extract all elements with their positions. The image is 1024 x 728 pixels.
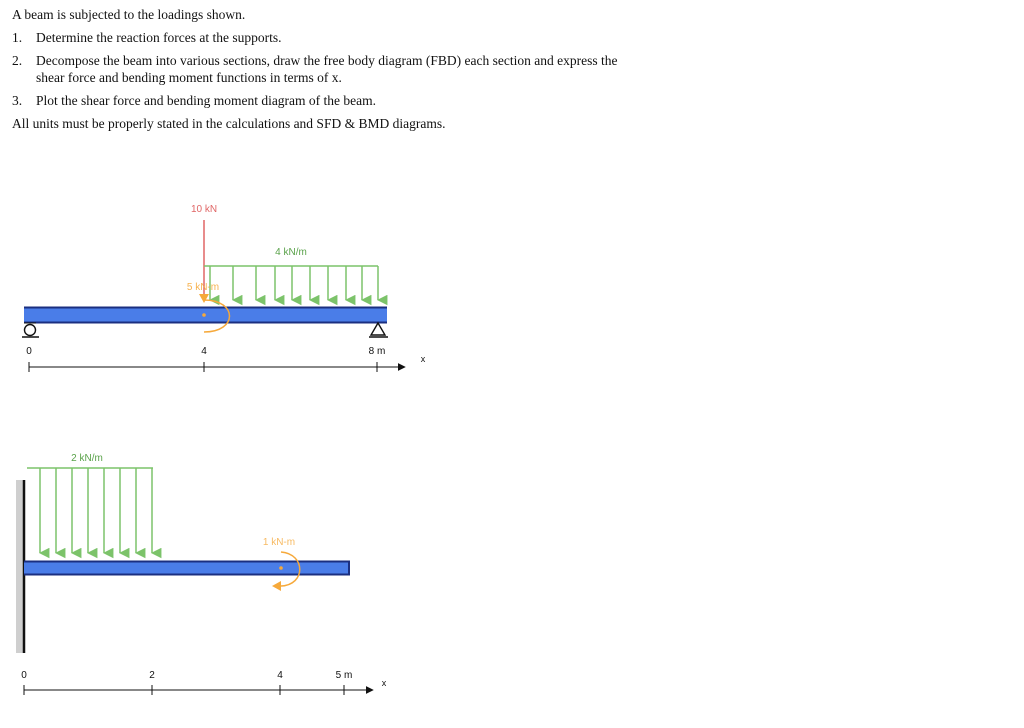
x-tick-label: 4: [277, 670, 283, 681]
moment-point: [279, 566, 283, 570]
problem-intro: A beam is subjected to the loadings shown.: [12, 7, 246, 22]
roller-support-icon: [22, 323, 39, 337]
x-tick-label: 8 m: [368, 346, 386, 357]
beam-diagram-1: [22, 204, 426, 372]
axis-1: [26, 346, 426, 372]
task-text: Determine the reaction forces at the supports.: [36, 30, 282, 45]
x-tick-label: 4: [201, 346, 207, 357]
x-tick-label: 0: [26, 346, 32, 357]
x-axis-label: x: [381, 678, 387, 688]
moment-arrowhead: [272, 581, 281, 591]
task-text: Decompose the beam into various sections, draw the free body diagram (FBD) each section and express the shear force and bending moment functions in terms of x.: [36, 53, 618, 85]
task-text: Plot the shear force and bending moment diagram of the beam.: [36, 93, 377, 108]
moment-arrowhead: [199, 294, 209, 303]
pin-support-icon: [369, 323, 388, 337]
units-note: All units must be properly stated in the calculations and SFD & BMD diagrams.: [12, 116, 446, 131]
x-tick-label: 5 m: [335, 670, 353, 681]
task-number: 1.: [12, 30, 23, 45]
beam-diagram-2: [16, 453, 387, 695]
moment-label: 1 kN-m: [262, 537, 296, 548]
distributed-load-label: 4 kN/m: [275, 247, 307, 258]
task-number: 3.: [12, 93, 23, 108]
axis-2: [21, 670, 387, 695]
point-load-label: 10 kN: [190, 204, 218, 215]
task-number: 2.: [12, 53, 23, 68]
udl-arrows: [210, 266, 378, 300]
distributed-load-label: 2 kN/m: [71, 453, 103, 464]
x-axis-label: x: [420, 354, 426, 364]
udl-arrows: [40, 468, 152, 553]
beam: [24, 561, 350, 575]
x-tick-label: 2: [149, 670, 155, 681]
moment-label: 5 kN-m: [186, 282, 220, 293]
x-tick-label: 0: [21, 670, 27, 681]
moment-point: [202, 313, 206, 317]
